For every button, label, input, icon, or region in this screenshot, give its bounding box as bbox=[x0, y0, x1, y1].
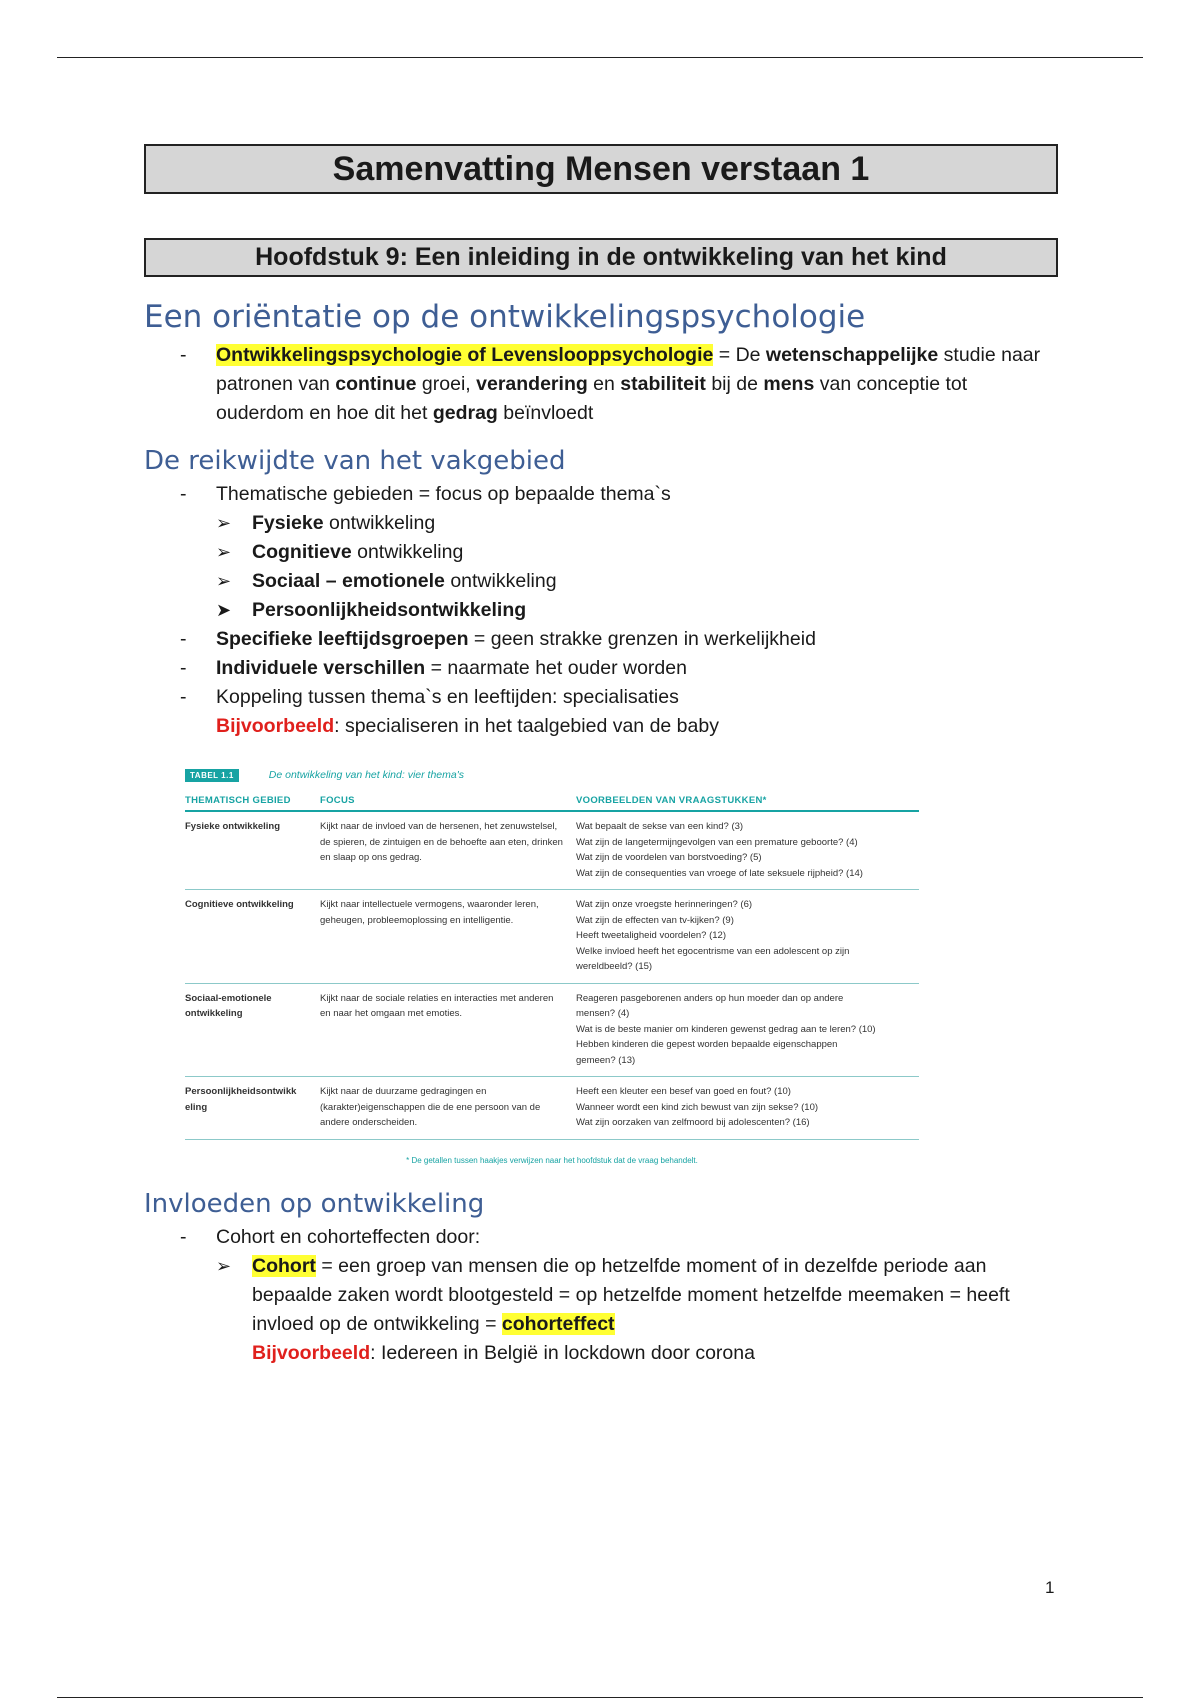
example-question: mensen? (4) bbox=[576, 1008, 630, 1019]
table-row bbox=[185, 890, 919, 984]
text-run: = naarmate het ouder worden bbox=[425, 657, 687, 679]
text-run: beïnvloedt bbox=[497, 402, 594, 424]
figure-caption: De ontwikkeling van het kind: vier thema's bbox=[268, 769, 464, 781]
text-run: ontwikkeling bbox=[323, 512, 436, 534]
definition-line-1 bbox=[216, 341, 1058, 370]
footer-rule bbox=[57, 1697, 1143, 1698]
highlighted-term: cohorteffect bbox=[501, 1312, 615, 1335]
section-heading-invloeden: Invloeden op ontwikkeling bbox=[144, 1188, 485, 1219]
example-label: Bijvoorbeeld bbox=[216, 715, 335, 737]
example-question: Wat zijn de consequenties van vroege of late seksuele rijpheid? (14) bbox=[576, 867, 863, 879]
text-run: ontwikkeling bbox=[351, 541, 464, 563]
example-question: Hebben kinderen die gepest worden bepaalde eigenschappen bbox=[576, 1039, 838, 1050]
example-question: Wat zijn oorzaken van zelfmoord bij adolescenten? (16) bbox=[576, 1117, 810, 1128]
text-run: = De bbox=[713, 344, 766, 366]
text-run: van conceptie tot bbox=[814, 373, 968, 395]
bold-run: Persoonlijkheidsontwikkeling bbox=[252, 599, 527, 621]
sub-item bbox=[144, 538, 1058, 567]
section-heading-reikwijdte: De reikwijdte van het vakgebied bbox=[144, 446, 566, 476]
bold-run: Cognitieve bbox=[252, 541, 352, 563]
bold-run: wetenschappelijke bbox=[765, 344, 939, 366]
arrow-bullet-icon: ➢ bbox=[216, 571, 232, 591]
column-header: THEMATISCH GEBIED bbox=[185, 795, 291, 806]
chapter-title: Hoofdstuk 9: Een inleiding in de ontwikkeling van het kind bbox=[144, 238, 1058, 277]
cell-area: Fysieke ontwikkeling bbox=[185, 821, 281, 832]
cell-focus: Kijkt naar de duurzame gedragingen en (karakter)eigenschappen die de ene persoon van de andere onderscheiden. bbox=[320, 1086, 541, 1128]
text-run: bij de bbox=[705, 373, 764, 395]
example-question: Wat zijn onze vroegste herinneringen? (6) bbox=[576, 899, 753, 910]
cell-focus: Kijkt naar intellectuele vermogens, waaronder leren, geheugen, probleemoplossing en intelligentie. bbox=[320, 899, 539, 926]
figure-badge: TABEL 1.1 bbox=[185, 769, 239, 782]
arrow-bullet-icon: ➢ bbox=[216, 542, 232, 562]
cell-examples bbox=[576, 897, 919, 975]
example-question: Wat bepaalt de sekse van een kind? (3) bbox=[576, 821, 744, 832]
table-row bbox=[185, 1077, 919, 1140]
table-figure bbox=[185, 765, 919, 1165]
list-item bbox=[144, 654, 1058, 683]
list-item bbox=[144, 1223, 1058, 1252]
definition-line-3 bbox=[216, 399, 1058, 428]
highlighted-term: Cohort bbox=[252, 1254, 316, 1277]
bold-run: Specifieke leeftijdsgroepen bbox=[216, 628, 469, 650]
header-rule bbox=[57, 57, 1143, 58]
example-question: Wat is de beste manier om kinderen gewenst gedrag aan te leren? (10) bbox=[576, 1023, 876, 1035]
bold-run: verandering bbox=[476, 373, 588, 395]
highlighted-term: Ontwikkelingspsychologie of Levenslooppsychologie bbox=[216, 344, 714, 366]
list-item bbox=[144, 480, 1058, 509]
example-label: Bijvoorbeeld bbox=[252, 1341, 371, 1364]
cell-focus: Kijkt naar de sociale relaties en interacties met anderen en naar het omgaan met emoties. bbox=[320, 992, 554, 1019]
text-run: = geen strakke grenzen in werkelijkheid bbox=[468, 628, 816, 650]
column-header: VOORBEELDEN VAN VRAAGSTUKKEN* bbox=[576, 795, 767, 806]
text-run: patronen van bbox=[216, 373, 336, 395]
bold-run: stabiliteit bbox=[620, 373, 706, 395]
dash-bullet: - bbox=[180, 483, 187, 505]
definition-item bbox=[144, 341, 1058, 428]
cell-examples bbox=[576, 1084, 919, 1131]
document-title: Samenvatting Mensen verstaan 1 bbox=[144, 144, 1058, 194]
arrow-bullet-icon: ➢ bbox=[216, 1255, 232, 1276]
table-header-row bbox=[185, 795, 919, 812]
sub-item bbox=[144, 509, 1058, 538]
list-item bbox=[144, 683, 1058, 712]
dash-bullet: - bbox=[180, 686, 187, 708]
example-question: Heeft tweetaligheid voordelen? (12) bbox=[576, 930, 726, 941]
dash-bullet: - bbox=[180, 344, 187, 366]
dash-bullet: - bbox=[180, 1225, 187, 1248]
item-text: Thematische gebieden = focus op bepaalde thema`s bbox=[216, 483, 671, 505]
example-text: : specialiseren in het taalgebied van de baby bbox=[334, 715, 719, 737]
table-row bbox=[185, 984, 919, 1078]
arrow-bullet-icon: ➤ bbox=[216, 600, 232, 620]
example-question: Wat zijn de effecten van tv-kijken? (9) bbox=[576, 914, 734, 926]
cell-area: Sociaal-emotionele ontwikkeling bbox=[185, 992, 272, 1019]
table-row bbox=[185, 812, 919, 890]
figure-footnote: * De getallen tussen haakjes verwijzen naar het hoofdstuk dat de vraag behandelt. bbox=[406, 1155, 698, 1165]
section-heading-orientatie: Een oriëntatie op de ontwikkelingspsychologie bbox=[144, 299, 866, 335]
example-question: wereldbeeld? (15) bbox=[576, 961, 653, 972]
cell-examples bbox=[576, 991, 919, 1069]
cohort-line-2 bbox=[252, 1281, 1058, 1310]
text-run: = een groep van mensen die op hetzelfde moment of in dezelfde periode aan bbox=[315, 1254, 987, 1277]
cell-focus: Kijkt naar de invloed van de hersenen, het zenuwstelsel, de spieren, de zintuigen en de behoefte aan eten, drinken en slaap op ons gedrag. bbox=[320, 821, 563, 863]
text-run: invloed op de ontwikkeling = bbox=[252, 1312, 502, 1335]
page-number: 1 bbox=[1045, 1578, 1055, 1597]
bold-run: mens bbox=[763, 373, 815, 395]
sub-item bbox=[144, 567, 1058, 596]
arrow-bullet-icon: ➢ bbox=[216, 513, 232, 533]
example-line bbox=[144, 1339, 1058, 1368]
example-question: Welke invloed heeft het egocentrisme van een adolescent op zijn bbox=[576, 945, 850, 957]
example-question: Reageren pasgeborenen anders op hun moeder dan op andere bbox=[576, 992, 844, 1004]
column-header: FOCUS bbox=[320, 795, 355, 806]
text-run: ontwikkeling bbox=[444, 570, 557, 592]
cell-examples bbox=[576, 819, 919, 881]
example-question: Wanneer wordt een kind zich bewust van zijn sekse? (10) bbox=[576, 1101, 819, 1113]
bold-run: gedrag bbox=[432, 402, 498, 424]
cell-area: Cognitieve ontwikkeling bbox=[185, 899, 294, 910]
example-question: gemeen? (13) bbox=[576, 1054, 636, 1066]
text-run: groei, bbox=[416, 373, 477, 395]
list-item bbox=[144, 625, 1058, 654]
example-question: Wat zijn de voordelen van borstvoeding? (5) bbox=[576, 852, 762, 863]
example-line bbox=[144, 712, 1058, 741]
text-run: bepaalde zaken wordt blootgesteld = op hetzelfde moment hetzelfde meemaken = heeft bbox=[252, 1283, 1010, 1306]
text-run: ouderdom en hoe dit het bbox=[216, 402, 433, 424]
bold-run: Individuele verschillen bbox=[216, 657, 426, 679]
item-text: Koppeling tussen thema`s en leeftijden: specialisaties bbox=[216, 686, 679, 708]
text-run: studie naar bbox=[938, 344, 1041, 366]
example-text: : Iedereen in België in lockdown door corona bbox=[370, 1341, 755, 1364]
example-question: Heeft een kleuter een besef van goed en fout? (10) bbox=[576, 1086, 791, 1097]
text-run: en bbox=[587, 373, 621, 395]
cell-area: Persoonlijkheidsontwikkeling bbox=[185, 1086, 297, 1113]
item-text: Cohort en cohorteffecten door: bbox=[216, 1225, 481, 1248]
bold-run: Sociaal – emotionele bbox=[252, 570, 445, 592]
example-question: Wat zijn de langetermijngevolgen van een premature geboorte? (4) bbox=[576, 836, 858, 848]
cohort-line-1 bbox=[252, 1252, 1058, 1281]
dash-bullet: - bbox=[180, 628, 187, 650]
page-content bbox=[144, 144, 1058, 1368]
sub-item bbox=[144, 596, 1058, 625]
bold-run: Fysieke bbox=[252, 512, 324, 534]
cohort-line-3 bbox=[252, 1310, 1058, 1339]
definition-line-2 bbox=[216, 370, 1058, 399]
bold-run: continue bbox=[335, 373, 417, 395]
sub-item bbox=[144, 1252, 1058, 1339]
dash-bullet: - bbox=[180, 657, 187, 679]
figure-header bbox=[185, 765, 919, 785]
